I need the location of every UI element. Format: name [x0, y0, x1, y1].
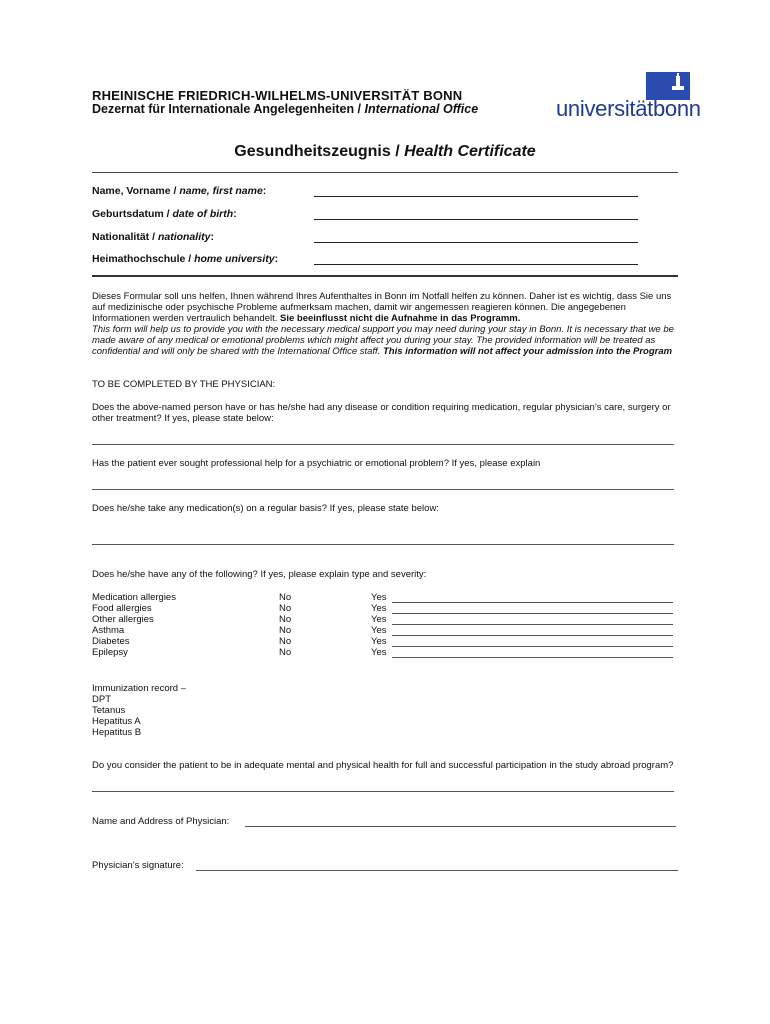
home-university-input-line[interactable]	[314, 264, 638, 265]
field-label-colon: :	[210, 231, 214, 243]
field-label-colon: :	[262, 185, 267, 197]
intro-paragraph	[92, 291, 677, 357]
condition-yes-option[interactable]: Yes	[371, 614, 387, 625]
condition-no-option[interactable]: No	[279, 592, 292, 603]
field-label-nationality	[92, 231, 214, 243]
condition-name: Epilepsy	[92, 647, 128, 658]
condition-explain-line[interactable]	[392, 657, 673, 658]
physician-name-address-label: Name and Address of Physician:	[92, 816, 230, 827]
field-label-english: home university	[194, 253, 275, 265]
physician-signature-line[interactable]	[196, 870, 678, 871]
intro-english: This form will help us to provide you with the necessary medical support you may need during your stay in Bonn. It is necessary that we be made aware of any medical or emotional problems which might affect you during your stay. The provided information will be treated as confidential and will only be shared with the International Office staff.	[92, 324, 674, 357]
condition-name: Medication allergies	[92, 592, 176, 603]
birthdate-input-line[interactable]	[314, 219, 638, 220]
condition-name: Other allergies	[92, 614, 154, 625]
field-label-english: date of birth	[172, 208, 234, 220]
list-item	[92, 603, 677, 614]
list-item	[92, 625, 677, 636]
condition-name: Food allergies	[92, 603, 152, 614]
field-label-german: Geburtsdatum /	[92, 208, 173, 220]
question-conditions: Does he/she have any of the following? If yes, please explain type and severity:	[92, 569, 427, 580]
list-item: Hepatitus A	[92, 716, 141, 727]
nationality-input-line[interactable]	[314, 242, 638, 243]
department-english: International Office	[364, 102, 479, 116]
department-german: Dezernat für Internationale Angelegenheiten /	[92, 102, 365, 116]
intro-english-bold: This information will not affect your admission into the Program	[382, 346, 673, 357]
question-medication: Does he/she take any medication(s) on a regular basis? If yes, please state below:	[92, 503, 439, 514]
page-title	[0, 143, 770, 161]
field-label-german: Name, Vorname /	[92, 185, 180, 197]
field-label-name	[92, 185, 266, 197]
list-item	[92, 592, 677, 603]
department-name	[92, 102, 542, 117]
condition-yes-option[interactable]: Yes	[371, 647, 387, 658]
list-item	[92, 647, 677, 658]
name-input-line[interactable]	[314, 196, 638, 197]
answer-line-psychiatric[interactable]	[92, 489, 674, 490]
field-label-german: Heimathochschule /	[92, 253, 195, 265]
field-label-colon: :	[233, 208, 237, 220]
condition-no-option[interactable]: No	[279, 636, 292, 647]
condition-no-option[interactable]: No	[279, 614, 292, 625]
field-label-german: Nationalität /	[92, 231, 158, 243]
title-divider	[92, 172, 678, 173]
condition-no-option[interactable]: No	[279, 603, 292, 614]
list-item: DPT	[92, 694, 111, 705]
physician-heading: TO BE COMPLETED BY THE PHYSICIAN:	[92, 379, 276, 390]
question-psychiatric: Has the patient ever sought professional help for a psychiatric or emotional problem? If yes, please explain	[92, 458, 541, 469]
condition-no-option[interactable]: No	[279, 647, 292, 658]
title-german: Gesundheitszeugnis /	[234, 143, 405, 160]
condition-yes-option[interactable]: Yes	[371, 592, 387, 603]
field-label-english: name, first name	[179, 185, 263, 197]
immunization-heading: Immunization record –	[92, 683, 186, 694]
intro-german-bold: Sie beeinflusst nicht die Aufnahme in das Programm.	[280, 313, 521, 324]
condition-name: Asthma	[92, 625, 125, 636]
condition-yes-option[interactable]: Yes	[371, 636, 387, 647]
fields-divider	[92, 275, 678, 277]
university-logo-text	[556, 96, 701, 122]
field-label-english: nationality	[157, 231, 211, 243]
condition-name: Diabetes	[92, 636, 130, 647]
university-name: RHEINISCHE FRIEDRICH-WILHELMS-UNIVERSITÄT BONN	[92, 88, 463, 103]
field-label-birthdate	[92, 208, 237, 220]
logo-word-bold: bonn	[652, 96, 701, 121]
answer-line-medication[interactable]	[92, 544, 674, 545]
question-disease: Does the above-named person have or has he/she had any disease or condition requiring medication, regular physician’s care, surgery or other treatment? If yes, please state below:	[92, 402, 671, 424]
conditions-list	[92, 592, 677, 658]
list-item	[92, 636, 677, 647]
question-health-adequacy: Do you consider the patient to be in adequate mental and physical health for full and successful participation in the study abroad program?	[92, 760, 674, 771]
logo-word-regular: universität	[556, 96, 653, 121]
answer-line-disease[interactable]	[92, 444, 674, 445]
list-item: Tetanus	[92, 705, 126, 716]
physician-name-address-line[interactable]	[245, 826, 676, 827]
list-item	[92, 614, 677, 625]
list-item: Hepatitus B	[92, 727, 142, 738]
condition-no-option[interactable]: No	[279, 625, 292, 636]
immunization-list	[92, 683, 186, 738]
intro-german: Dieses Formular soll uns helfen, Ihnen während Ihres Aufenthaltes in Bonn im Notfall helfen zu können. Daher ist es wichtig, dass Sie uns auf medizinische oder psychische Probleme aufmerksam machen, damit wir angemessen reagieren können. Die angegebenen Informationen werden vertraulich behandelt.	[92, 291, 672, 324]
title-english: Health Certificate	[404, 143, 536, 160]
field-label-colon: :	[274, 253, 279, 265]
condition-yes-option[interactable]: Yes	[371, 603, 387, 614]
answer-line-health-adequacy[interactable]	[92, 791, 674, 792]
condition-yes-option[interactable]: Yes	[371, 625, 387, 636]
physician-signature-label: Physician’s signature:	[92, 860, 184, 871]
field-label-home-university	[92, 253, 278, 265]
